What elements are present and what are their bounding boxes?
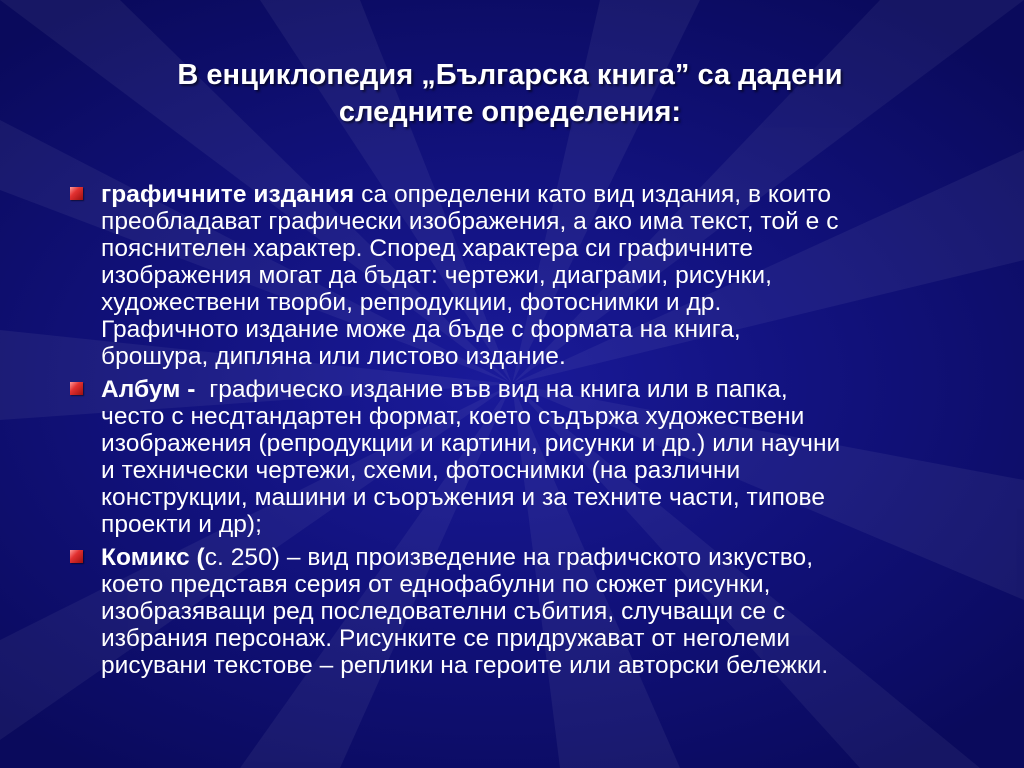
bullet-line: конструкции, машини и съоръжения и за техните части, типове bbox=[101, 484, 826, 511]
bullet-line: което представя серия от еднофабулни по сюжет рисунки, bbox=[101, 571, 771, 598]
bullet-list bbox=[70, 181, 970, 685]
slide-title-line-1: В енциклопедия „Българска книга” са дадени bbox=[177, 59, 843, 91]
bullet-term: Албум - bbox=[101, 376, 196, 403]
bullet-line: преобладават графически изображения, а ако има текст, той е с bbox=[101, 208, 839, 235]
bullet-term: Комикс ( bbox=[101, 544, 205, 571]
bullet-square-icon bbox=[70, 382, 83, 395]
bullet-line: проекти и др); bbox=[101, 511, 262, 538]
bullet-line: художествени творби, репродукции, фотоснимки и др. bbox=[101, 289, 722, 316]
bullet-line: и технически чертежи, схеми, фотоснимки (на различни bbox=[101, 457, 741, 484]
bullet-line: рисувани текстове – реплики на героите или авторски бележки. bbox=[101, 652, 829, 679]
slide-title bbox=[80, 57, 940, 131]
bullet-text: графическо издание във вид на книга или в папка, bbox=[195, 376, 788, 403]
bullet-album bbox=[70, 376, 970, 538]
bullet-text: са определени като вид издания, в които bbox=[354, 181, 832, 208]
bullet-comics bbox=[70, 544, 970, 679]
bullet-square-icon bbox=[70, 550, 83, 563]
bullet-line bbox=[101, 544, 970, 571]
bullet-line: често с несдтандартен формат, което съдържа художествени bbox=[101, 403, 805, 430]
bullet-text: с. 250) – вид произведение на графичското изкуство, bbox=[204, 544, 814, 571]
bullet-line: избрания персонаж. Рисунките се придружават от неголеми bbox=[101, 625, 791, 652]
bullet-line: изображения (репродукции и картини, рисунки и др.) или научни bbox=[101, 430, 841, 457]
bullet-line: Графичното издание може да бъде с формата на книга, bbox=[101, 316, 741, 343]
bullet-line: пояснителен характер. Според характера си графичните bbox=[101, 235, 754, 262]
bullet-term: графичните издания bbox=[101, 181, 355, 208]
bullet-square-icon bbox=[70, 187, 83, 200]
bullet-line: изобразяващи ред последователни събития, случващи се с bbox=[101, 598, 786, 625]
bullet-line bbox=[101, 376, 970, 403]
bullet-line: брошура, дипляна или листово издание. bbox=[101, 343, 566, 370]
bullet-graphic-publications bbox=[70, 181, 970, 370]
slide-title-line-2: следните определения: bbox=[338, 96, 682, 128]
bullet-line: изображения могат да бъдат: чертежи, диаграми, рисунки, bbox=[101, 262, 773, 289]
bullet-line bbox=[101, 181, 970, 208]
